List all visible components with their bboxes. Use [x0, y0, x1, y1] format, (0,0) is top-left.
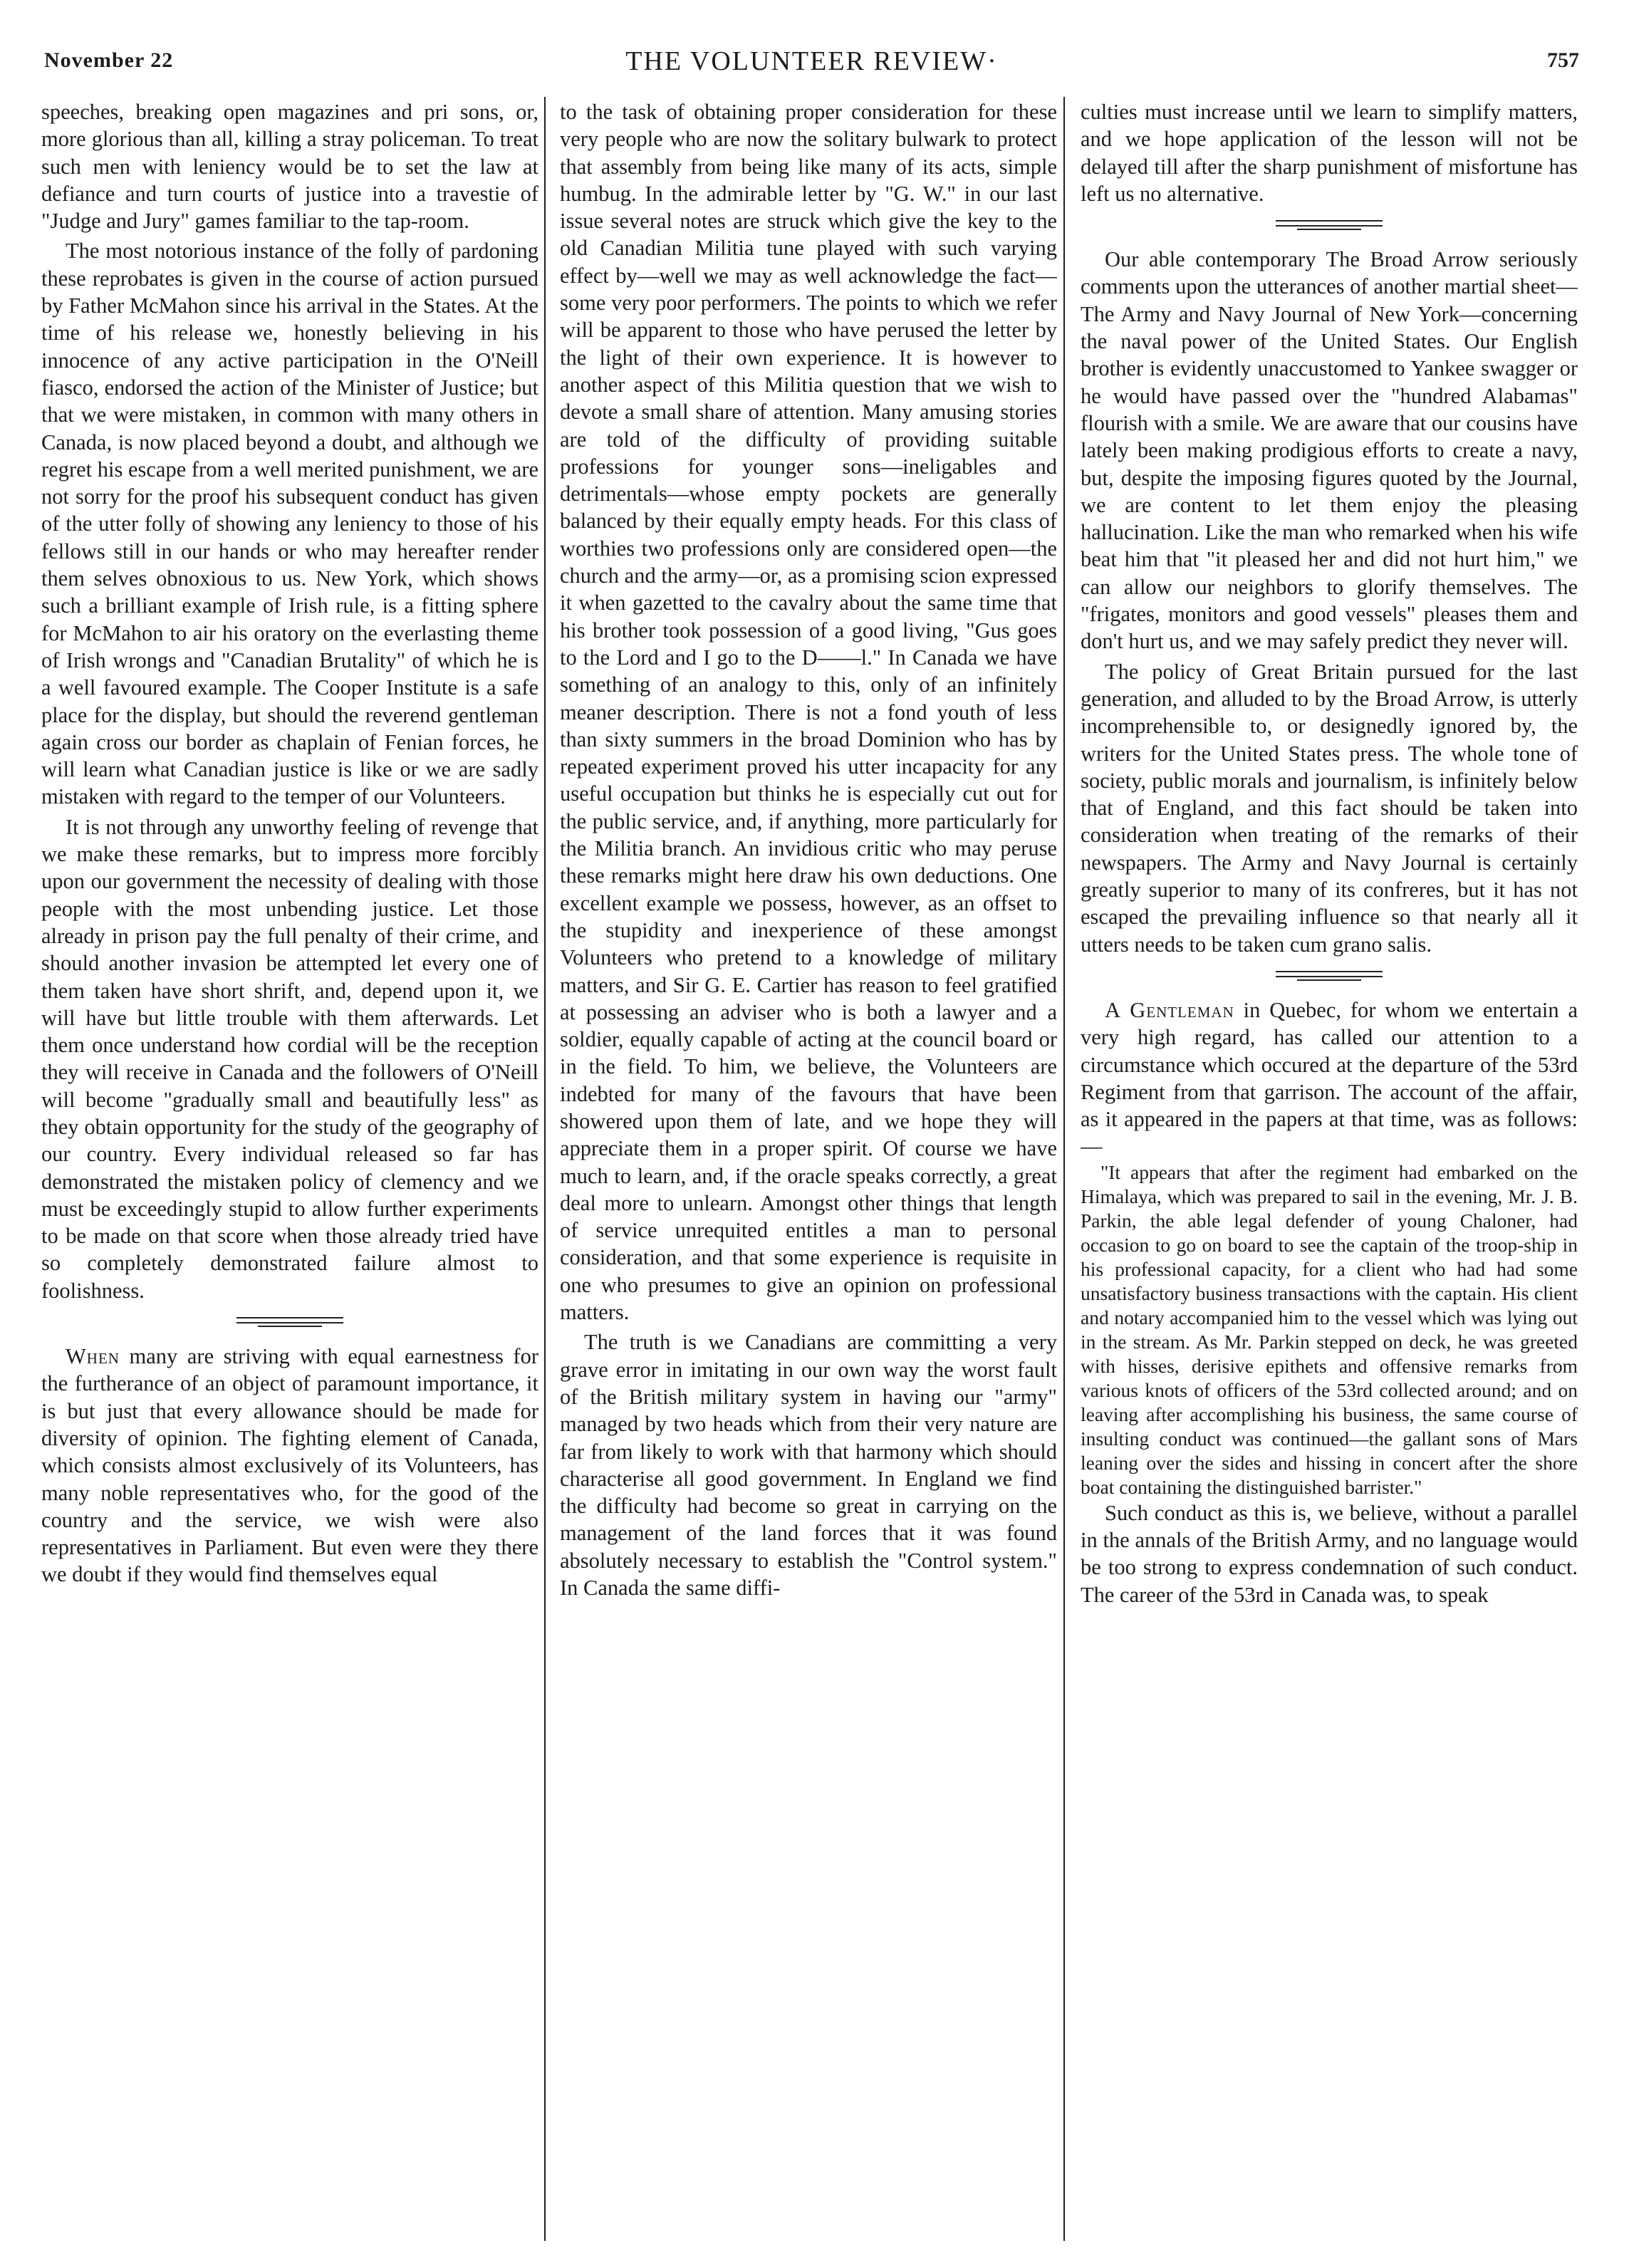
paragraph-text: The policy of Great Britain pursued for the last generation, and alluded to by the Broad Arrow, is utterly incomprehensible to, or designedly ignored by, the writers for the United States press. The whole tone of society, public morals and journalism, is infinitely below that of England, and this fact should be taken into consideration when treating of the remarks of their newspapers. The Army and Navy Journal is certainly greatly superior to many of its confreres, but it has not escaped the prevailing influence so that nearly all it utters needs to be taken cum grano salis.	[1081, 659, 1578, 957]
paragraph	[560, 98, 1057, 1326]
paragraph	[560, 1328, 1057, 1601]
publication-title: THE VOLUNTEER REVIEW·	[625, 46, 998, 76]
paragraph-text: culties must increase until we learn to simplify matters, and we hope application of the lesson will not be delayed till after the sharp punishment of misfortune has left us no alternative.	[1081, 100, 1578, 206]
column-middle	[560, 98, 1057, 2242]
column-rule-1	[544, 97, 546, 2241]
paragraph-text: to the task of obtaining proper consideration for these very people who are now the solitary bulwark to protect that assembly from being like many of its acts, simple humbug. In the admirable letter by "G. W." in our last issue several notes are struck which give the key to the old Canadian Militia tune played with such varying effect by—well we may as well acknowledge the fact—some very poor performers. The points to which we refer will be apparent to those who have perused the letter by the light of their own experience. It is however to another aspect of this Militia question that we wish to devote a small share of attention. Many amusing stories are told of the difficulty of providing suitable professions for younger sons—ineligables and detrimentals—whose empty pockets are generally balanced by their equally empty heads. For this class of worthies two professions only are considered open—the church and the army—or, as a promising scion expressed it when gazetted to the cavalry about the same time that his brother took possession of a good living, "Gus goes to the Lord and I go to the D——l." In Canada we have something of an analogy to this, only of an infinitely meaner description. There is not a fond youth of less than sixty summers in the broad Dominion who has by repeated experiment proved his utter incapacity for any useful occupation but thinks he is especially cut out for the public service, and, if anything, more particularly for the Militia branch. An invidious critic who may peruse these remarks might here draw his own deductions. One excellent example we possess, however, as an offset to the stupidity and inexperience of these amongst Volunteers who pretend to a knowledge of military matters, and Sir G. E. Cartier has reason to feel gratified at possessing an adviser who is both a lawyer and a soldier, equally capable of acting at the council board or in the field. To him, we believe, the Volunteers are indebted for many of the favours that have been showered upon them of late, and we hope they will appreciate them in a proper spirit. Of course we have much to learn, and, if the oracle speaks correctly, a great deal more to unlearn. Amongst other things that length of service unrequited entitles a man to personal consideration, and that some experience is requisite in one who presumes to give an opinion on professional matters.	[560, 100, 1057, 1325]
paragraph	[1081, 658, 1578, 958]
paragraph-lead: A Gentleman	[1105, 997, 1234, 1022]
paragraph-text: many are striving with equal earnestness for the furtherance of an object of paramount importance, it is but just that every allowance should be made for diversity of opinion. The fighting element of Canada, which consists almost exclusively of its Volunteers, has many noble representatives who, for the good of the country and the service, we wish were also representatives in Parliament. But even were they there we doubt if they would find themselves equal	[41, 1344, 538, 1587]
paragraph-text: It is not through any unworthy feeling of revenge that we make these remarks, but to impress more forcibly upon our government the necessity of dealing with those people with the most unbending justice. Let those already in prison pay the full penalty of their crime, and should another invasion be attempted let every one of them taken have short shrift, and, depend upon it, we will have but little trouble with them afterwards. Let them once understand how cordial will be the reception they will receive in Canada and the followers of O'Neill will become "gradually small and beautifully less" as they obtain opportunity for the study of the geography of our country. Every individual released so far has demonstrated the mistaken policy of clemency and we must be exceedingly stupid to allow further experiments to be made on that score when those already tried have so completely demonstrated failure almost to foolishness.	[41, 814, 538, 1303]
section-separator	[1081, 207, 1578, 246]
paragraph-text: Such conduct as this is, we believe, without a parallel in the annals of the British Army, and no language would be too strong to express condemnation of such conduct. The career of the 53rd in Canada was, to speak	[1081, 1500, 1578, 1607]
paragraph	[1081, 997, 1578, 1160]
issue-date: November 22	[44, 48, 174, 72]
page-number: 757	[1547, 48, 1579, 72]
paragraph-text: Our able contemporary The Broad Arrow seriously comments upon the utterances of another martial sheet—The Army and Navy Journal of New York—concerning the naval power of the United States. Our English brother is evidently unaccustomed to Yankee swagger or he would have passed over the "hundred Alabamas" flourish with a smile. We are aware that our cousins have lately been making prodigious efforts to create a navy, but, despite the imposing figures quoted by the Journal, we are content to let them enjoy the pleasing hallucination. Like the man who remarked when his wife beat him that "it pleased her and did not hurt him," we can allow our neighbors to glorify themselves. The "frigates, monitors and good vessels" pleases them and don't hurt us, and we may safely predict they never will.	[1081, 247, 1578, 654]
paragraph-text: The truth is we Canadians are committing a very grave error in imitating in our own way the worst fault of the British military system in having our "army" managed by two heads which from their very nature are far from likely to work with that harmony which should characterise all good government. In England we find the difficulty had become so great in carrying on the management of the land forces that it was found absolutely necessary to establish the "Control system." In Canada the same diffi-	[560, 1330, 1057, 1601]
quote-text: "It appears that after the regiment had embarked on the Himalaya, which was prepared to sail in the evening, Mr. J. B. Parkin, the able legal defender of young Chaloner, had occasion to go on board to see the captain of the troop-ship in his professional capacity, for a client who had had some unsatisfactory business transactions with the captain. His client and notary accompanied him to the vessel which was lying out in the stream. As Mr. Parkin stepped on deck, he was greeted with hisses, derisive epithets and offensive remarks from various knots of officers of the 53rd collected around; and on leaving after accomplishing his business, the same course of insulting conduct was continued—the gallant sons of Mars leaning over the sides and hissing in concert after the shore boat containing the distinguished barrister."	[1081, 1160, 1578, 1498]
section-separator	[41, 1304, 538, 1343]
paragraph	[41, 813, 538, 1304]
paragraph	[1081, 1499, 1578, 1608]
page-header	[44, 46, 1579, 88]
paragraph-text: speeches, breaking open magazines and pri sons, or, more glorious than all, killing a stray policeman. To treat such men with leniency would be to set the law at defiance and turn courts of justice into a travestie of "Judge and Jury" games familiar to the tap-room.	[41, 100, 538, 234]
column-rule-2	[1063, 97, 1065, 2241]
column-right	[1081, 98, 1578, 2242]
paragraph	[41, 1343, 538, 1588]
paragraph-lead: When	[66, 1344, 120, 1369]
paragraph-text: The most notorious instance of the folly of pardoning these reprobates is given in the course of action pursued by Father McMahon since his arrival in the States. At the time of his release we, honestly believing in his innocence of any active participation in the O'Neill fiasco, endorsed the action of the Minister of Justice; but that we were mistaken, in common with many others in Canada, is now placed beyond a doubt, and although we regret his escape from a well merited punishment, we are not sorry for the proof his subsequent conduct has given of the utter folly of showing any leniency to those of his fellows still in our hands or who may hereafter render them selves obnoxious to us. New York, which shows such a brilliant example of Irish rule, is a fitting sphere for McMahon to air his oratory on the everlasting theme of Irish wrongs and "Canadian Brutality" of which he is a well favoured example. The Cooper Institute is a safe place for the display, but should the reverend gentleman again cross our border as chaplain of Fenian forces, he will learn what Canadian justice is like or we are sadly mistaken with regard to the temper of our Volunteers.	[41, 239, 538, 809]
paragraph	[41, 237, 538, 810]
quoted-passage	[1081, 1160, 1578, 1499]
paragraph	[41, 98, 538, 234]
paragraph	[1081, 98, 1578, 207]
column-left	[41, 98, 538, 2242]
paragraph-text: in Quebec, for whom we entertain a very high regard, has called our attention to a circumstance which occured at the departure of the 53rd Regiment from that garrison. The account of the affair, as it appeared in the papers at that time, was as follows:—	[1081, 997, 1578, 1159]
section-separator	[1081, 958, 1578, 997]
paragraph	[1081, 246, 1578, 655]
